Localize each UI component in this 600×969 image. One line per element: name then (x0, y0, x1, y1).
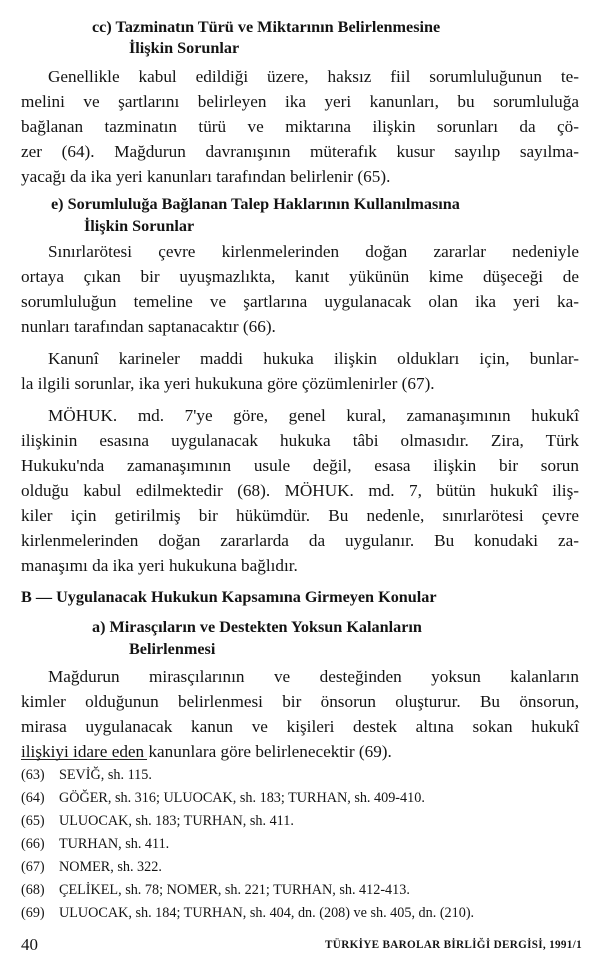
footnote (21, 813, 294, 830)
paragraph-line: melini ve şartlarını belirleyen ika yeri kanunları, bu sorumluluğa (21, 92, 579, 111)
footnote-number: (68) (21, 882, 45, 898)
footnote-text: GÖĞER, sh. 316; ULUOCAK, sh. 183; TURHAN, sh. 409-410. (59, 790, 425, 806)
footnote (21, 836, 169, 853)
footnote (21, 767, 152, 784)
footnote-number: (65) (21, 813, 45, 829)
footnote-number: (67) (21, 859, 45, 875)
paragraph-line: mirasa uygulanacak kanun ve kişileri destek altına sokan hukukî (21, 717, 579, 736)
section-heading-b: B — Uygulanacak Hukukun Kapsamına Girmeyen Konular (21, 588, 437, 606)
footnote-text: NOMER, sh. 322. (59, 859, 162, 875)
footnote-number: (63) (21, 767, 45, 783)
paragraph-line: zer (64). Mağdurun davranışının müterafık kusur sayılıp sayılma- (21, 142, 579, 161)
footnote-text: TURHAN, sh. 411. (59, 836, 170, 852)
paragraph-line: yacağı da ika yeri kanunları tarafından belirlenir (65). (21, 167, 391, 186)
footnote-divider (21, 759, 147, 760)
footnote (21, 790, 425, 807)
section-heading-a-line2: Belirlenmesi (129, 640, 216, 658)
footnote (21, 905, 474, 922)
footnote-text: ULUOCAK, sh. 184; TURHAN, sh. 404, dn. (208) ve sh. 405, dn. (210). (59, 905, 475, 921)
footnote-text: ÇELİKEL, sh. 78; NOMER, sh. 221; TURHAN, sh. 412-413. (59, 882, 410, 898)
page-number: 40 (21, 935, 38, 954)
paragraph-line: Genellikle kabul edildiği üzere, haksız fiil sorumluluğunun te- (48, 67, 579, 86)
footnote-text: SEVİĞ, sh. 115. (59, 767, 152, 783)
paragraph-line: la ilgili sorunlar, ika yeri hukukuna göre çözümlenirler (67). (21, 374, 435, 393)
journal-title: TÜRKİYE BAROLAR BİRLİĞİ DERGİSİ, 1991/1 (325, 939, 582, 951)
paragraph-line: Sınırlarötesi çevre kirlenmelerinden doğan zararlar nedeniyle (48, 242, 579, 261)
paragraph-line: kimler olduğunun belirlenmesi bir önsorun oluşturur. Bu önsorun, (21, 692, 579, 711)
paragraph-line: Kanunî karineler maddi hukuka ilişkin oldukları için, bunlar- (48, 349, 579, 368)
paragraph-line: Hukuku'nda zamanaşımının usule değil, esasa ilişkin bir sorun (21, 456, 579, 475)
paragraph-line: olduğu kabul edilmektedir (68). MÖHUK. md. 7, bütün hukukî iliş- (21, 481, 579, 500)
paragraph-line: MÖHUK. md. 7'ye göre, genel kural, zamanaşımının hukukî (48, 406, 579, 425)
footnote-number: (69) (21, 905, 45, 921)
section-heading-e-line1: e) Sorumluluğa Bağlanan Talep Haklarının Kullanılmasına (51, 195, 460, 213)
paragraph-line: nunları tarafından saptanacaktır (66). (21, 317, 276, 336)
paragraph-line: kiler için getirilmiş bir hükümdür. Bu nedenle, sınırlarötesi çevre (21, 506, 579, 525)
paragraph-line: kirlenmelerinden doğan zararlarda da uygulanır. Bu konudaki za- (21, 531, 579, 550)
paragraph-line: ilişkinin esasına uygulanacak hukuka tâbi olmasıdır. Zira, Türk (21, 431, 579, 450)
paragraph-line: sorumluluğun temeline ve şartlarına uygulanacak olan ika yeri ka- (21, 292, 579, 311)
section-heading-a-line1: a) Mirasçıların ve Destekten Yoksun Kalanların (92, 618, 422, 636)
footnote-number: (66) (21, 836, 45, 852)
paragraph-line: manaşımı da ika yeri hukukuna bağlıdır. (21, 556, 298, 575)
section-heading-e-line2: İlişkin Sorunlar (84, 217, 195, 235)
footnote-number: (64) (21, 790, 45, 806)
paragraph-line: bağlanan tazminatın türü ve miktarına ilişkin sorunları da çö- (21, 117, 579, 136)
paragraph-line: Mağdurun mirasçılarının ve desteğinden yoksun kalanların (48, 667, 579, 686)
section-heading-cc-line1: cc) Tazminatın Türü ve Miktarının Belirlenmesine (92, 18, 441, 36)
footnote (21, 882, 410, 899)
footnote (21, 859, 162, 876)
footnote-text: ULUOCAK, sh. 183; TURHAN, sh. 411. (59, 813, 294, 829)
paragraph-line: ilişkiyi idare eden kanunlara göre belirlenecektir (69). (21, 742, 392, 761)
paragraph-line: ortaya çıkan bir uyuşmazlıkta, kanıt yükünün kime düşeceği de (21, 267, 579, 286)
section-heading-cc-line2: İlişkin Sorunlar (129, 39, 240, 57)
